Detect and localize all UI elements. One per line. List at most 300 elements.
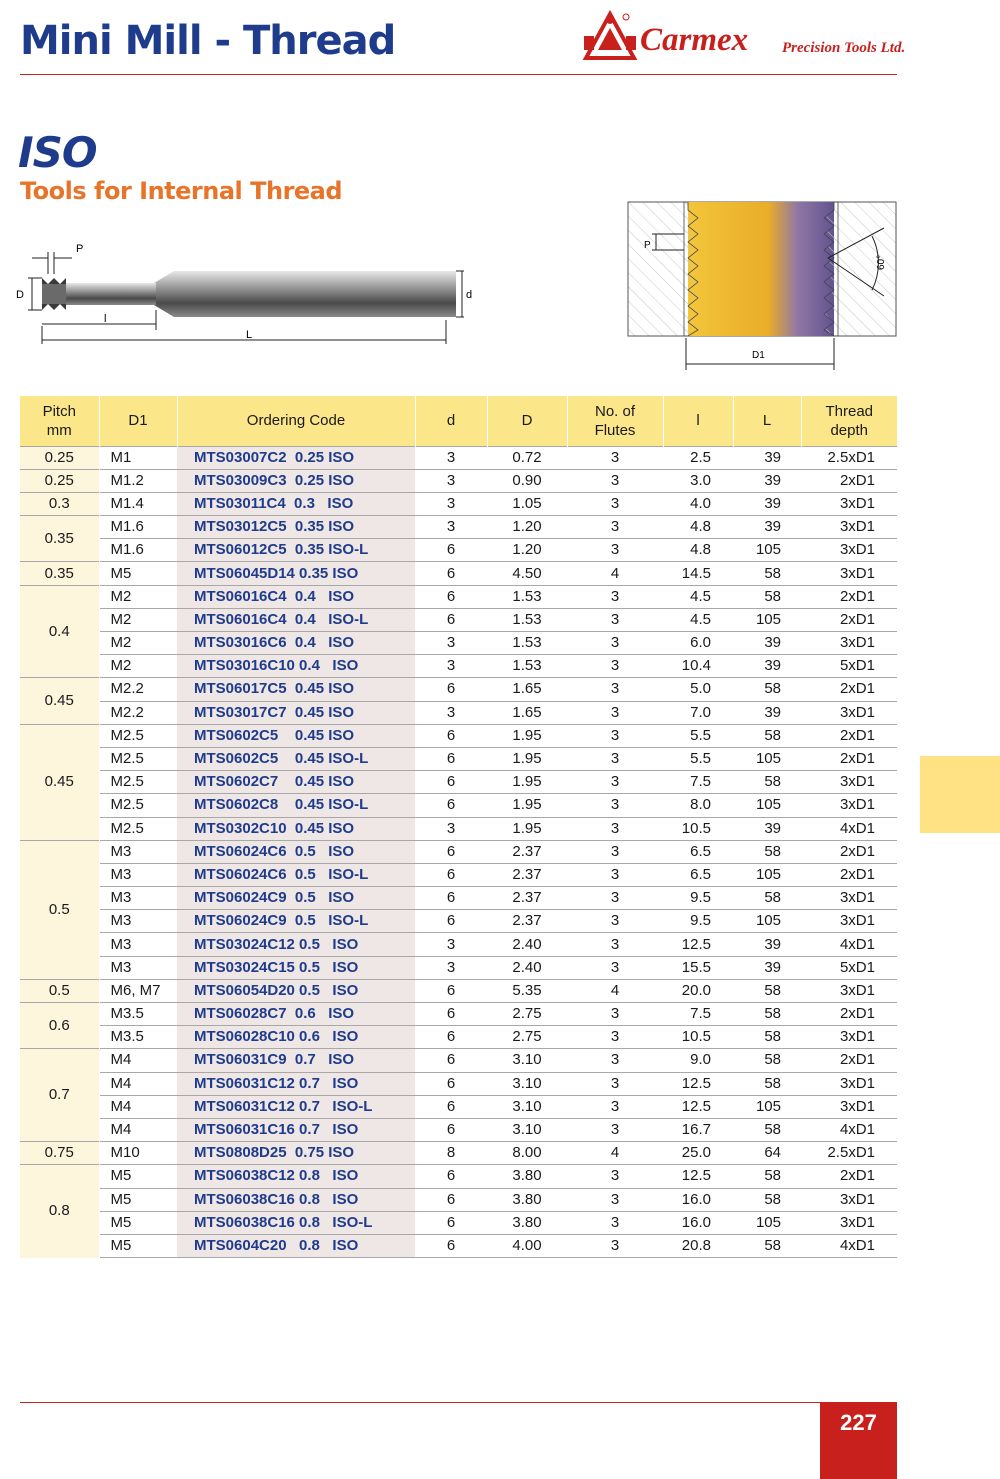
cell-cutting-d: 1.53	[487, 585, 567, 608]
cell-ordering-code: MTS06031C16 0.7 ISO	[177, 1118, 415, 1141]
table-row	[20, 887, 897, 910]
cell-ordering-code: MTS06024C9 0.5 ISO-L	[177, 910, 415, 933]
cell-length-l: 12.5	[663, 1165, 733, 1188]
cell-cutting-d: 1.20	[487, 516, 567, 539]
cell-thread-depth: 3xD1	[801, 887, 897, 910]
cell-thread-depth: 4xD1	[801, 933, 897, 956]
cell-d1: M10	[99, 1142, 177, 1165]
cell-thread-depth: 4xD1	[801, 1118, 897, 1141]
table-row	[20, 632, 897, 655]
cell-length-l: 7.5	[663, 1003, 733, 1026]
cell-ordering-code: MTS06028C10 0.6 ISO	[177, 1026, 415, 1049]
cell-thread-depth: 3xD1	[801, 979, 897, 1002]
side-tab-marker	[920, 756, 1000, 833]
cell-flutes: 3	[567, 1026, 663, 1049]
thread-dim-label-d1: D1	[752, 350, 765, 361]
cell-cutting-d: 1.95	[487, 771, 567, 794]
cell-flutes: 3	[567, 794, 663, 817]
cell-ordering-code: MTS0604C20 0.8 ISO	[177, 1234, 415, 1257]
cell-length-l: 7.5	[663, 771, 733, 794]
cell-length-l: 15.5	[663, 956, 733, 979]
cell-length-L: 58	[733, 1003, 801, 1026]
cell-cutting-d: 3.10	[487, 1095, 567, 1118]
cell-length-l: 9.5	[663, 910, 733, 933]
cell-flutes: 3	[567, 817, 663, 840]
table-row	[20, 1049, 897, 1072]
cell-d1: M2.5	[99, 817, 177, 840]
cell-length-l: 20.0	[663, 979, 733, 1002]
cell-d1: M1	[99, 446, 177, 469]
cell-thread-depth: 2xD1	[801, 863, 897, 886]
cell-shank-d: 6	[415, 1118, 487, 1141]
cell-shank-d: 3	[415, 655, 487, 678]
table-row	[20, 701, 897, 724]
cell-d1: M4	[99, 1095, 177, 1118]
cell-pitch: 0.5	[20, 979, 99, 1002]
header-d1: D1	[99, 396, 177, 446]
cell-thread-depth: 2xD1	[801, 585, 897, 608]
cell-length-L: 39	[733, 632, 801, 655]
cell-length-L: 105	[733, 1211, 801, 1234]
cell-flutes: 3	[567, 655, 663, 678]
cell-cutting-d: 1.05	[487, 492, 567, 515]
cell-flutes: 3	[567, 1211, 663, 1234]
thread-angle-label: 60°	[876, 254, 887, 270]
page-number: 227	[820, 1402, 897, 1479]
cell-thread-depth: 2.5xD1	[801, 446, 897, 469]
cell-thread-depth: 3xD1	[801, 562, 897, 585]
cell-ordering-code: MTS03024C15 0.5 ISO	[177, 956, 415, 979]
cell-length-l: 6.5	[663, 863, 733, 886]
cell-cutting-d: 2.40	[487, 933, 567, 956]
cell-shank-d: 6	[415, 1234, 487, 1257]
cell-ordering-code: MTS03016C6 0.4 ISO	[177, 632, 415, 655]
cell-d1: M2	[99, 632, 177, 655]
cell-length-L: 39	[733, 956, 801, 979]
cell-ordering-code: MTS03016C10 0.4 ISO	[177, 655, 415, 678]
cell-flutes: 3	[567, 724, 663, 747]
cell-length-L: 105	[733, 608, 801, 631]
cell-d1: M3	[99, 956, 177, 979]
cell-pitch: 0.4	[20, 585, 99, 678]
cell-flutes: 3	[567, 1072, 663, 1095]
cell-ordering-code: MTS06054D20 0.5 ISO	[177, 979, 415, 1002]
cell-shank-d: 6	[415, 747, 487, 770]
cell-thread-depth: 2xD1	[801, 840, 897, 863]
cell-pitch: 0.5	[20, 840, 99, 979]
cell-cutting-d: 2.37	[487, 863, 567, 886]
cell-d1: M2.5	[99, 747, 177, 770]
cell-ordering-code: MTS03024C12 0.5 ISO	[177, 933, 415, 956]
cell-d1: M4	[99, 1049, 177, 1072]
cell-length-L: 58	[733, 1118, 801, 1141]
cell-thread-depth: 4xD1	[801, 817, 897, 840]
carmex-logo-icon	[582, 10, 638, 66]
cell-d1: M2.5	[99, 771, 177, 794]
dim-label-d-small: d	[466, 289, 473, 301]
cell-flutes: 3	[567, 1049, 663, 1072]
cell-pitch: 0.6	[20, 1003, 99, 1049]
cell-d1: M2.2	[99, 678, 177, 701]
cell-flutes: 4	[567, 979, 663, 1002]
cell-flutes: 3	[567, 840, 663, 863]
section-subtitle: Tools for Internal Thread	[20, 177, 343, 205]
cell-shank-d: 6	[415, 771, 487, 794]
cell-d1: M3.5	[99, 1026, 177, 1049]
cell-pitch: 0.45	[20, 724, 99, 840]
table-row	[20, 678, 897, 701]
cell-flutes: 3	[567, 747, 663, 770]
dim-label-l-big: L	[246, 329, 253, 341]
cell-shank-d: 6	[415, 678, 487, 701]
cell-flutes: 3	[567, 516, 663, 539]
cell-shank-d: 3	[415, 516, 487, 539]
table-row	[20, 446, 897, 469]
cell-length-l: 5.0	[663, 678, 733, 701]
cell-length-L: 58	[733, 724, 801, 747]
cell-d1: M1.6	[99, 539, 177, 562]
table-row	[20, 794, 897, 817]
table-row	[20, 492, 897, 515]
cell-length-l: 25.0	[663, 1142, 733, 1165]
cell-d1: M4	[99, 1118, 177, 1141]
cell-ordering-code: MTS0602C5 0.45 ISO-L	[177, 747, 415, 770]
brand-subtitle: Precision Tools Ltd.	[782, 40, 906, 56]
cell-shank-d: 6	[415, 1165, 487, 1188]
cell-shank-d: 3	[415, 701, 487, 724]
cell-cutting-d: 0.72	[487, 446, 567, 469]
cell-thread-depth: 3xD1	[801, 1188, 897, 1211]
cell-d1: M2.2	[99, 701, 177, 724]
cell-cutting-d: 3.10	[487, 1072, 567, 1095]
cell-ordering-code: MTS06024C6 0.5 ISO	[177, 840, 415, 863]
cell-shank-d: 6	[415, 608, 487, 631]
cell-d1: M2	[99, 608, 177, 631]
cell-d1: M5	[99, 1188, 177, 1211]
dim-label-d-big: D	[16, 289, 24, 301]
table-row	[20, 1165, 897, 1188]
cell-shank-d: 6	[415, 863, 487, 886]
cell-length-l: 14.5	[663, 562, 733, 585]
cell-thread-depth: 3xD1	[801, 632, 897, 655]
cell-length-L: 39	[733, 655, 801, 678]
cell-thread-depth: 3xD1	[801, 1026, 897, 1049]
cell-flutes: 3	[567, 608, 663, 631]
table-row	[20, 817, 897, 840]
cell-cutting-d: 3.80	[487, 1188, 567, 1211]
cell-cutting-d: 4.50	[487, 562, 567, 585]
cell-thread-depth: 2xD1	[801, 678, 897, 701]
cell-cutting-d: 1.20	[487, 539, 567, 562]
cell-length-l: 4.8	[663, 539, 733, 562]
cell-length-l: 2.5	[663, 446, 733, 469]
cell-length-l: 4.0	[663, 492, 733, 515]
cell-shank-d: 6	[415, 1003, 487, 1026]
table-row	[20, 933, 897, 956]
cell-length-l: 10.4	[663, 655, 733, 678]
brand-name: Carmex	[640, 22, 749, 58]
cell-shank-d: 6	[415, 840, 487, 863]
cell-length-l: 3.0	[663, 469, 733, 492]
cell-length-l: 9.5	[663, 887, 733, 910]
header-pitch: Pitch mm	[20, 396, 99, 446]
cell-length-L: 58	[733, 979, 801, 1002]
table-row	[20, 1118, 897, 1141]
cell-cutting-d: 2.75	[487, 1003, 567, 1026]
cell-flutes: 3	[567, 701, 663, 724]
cell-ordering-code: MTS03009C3 0.25 ISO	[177, 469, 415, 492]
cell-ordering-code: MTS06028C7 0.6 ISO	[177, 1003, 415, 1026]
cell-cutting-d: 1.95	[487, 794, 567, 817]
cell-length-L: 58	[733, 678, 801, 701]
cell-shank-d: 6	[415, 979, 487, 1002]
cell-length-l: 7.0	[663, 701, 733, 724]
cell-length-l: 10.5	[663, 817, 733, 840]
table-row	[20, 539, 897, 562]
cell-length-l: 6.5	[663, 840, 733, 863]
table-row	[20, 956, 897, 979]
cell-d1: M5	[99, 1234, 177, 1257]
cell-thread-depth: 3xD1	[801, 492, 897, 515]
cell-pitch: 0.3	[20, 492, 99, 515]
table-row	[20, 724, 897, 747]
cell-thread-depth: 2xD1	[801, 1165, 897, 1188]
cell-thread-depth: 2xD1	[801, 747, 897, 770]
cell-shank-d: 6	[415, 1026, 487, 1049]
cell-ordering-code: MTS06024C6 0.5 ISO-L	[177, 863, 415, 886]
cell-length-l: 16.7	[663, 1118, 733, 1141]
cell-cutting-d: 3.80	[487, 1211, 567, 1234]
cell-length-L: 105	[733, 539, 801, 562]
cell-pitch: 0.25	[20, 469, 99, 492]
cell-ordering-code: MTS03011C4 0.3 ISO	[177, 492, 415, 515]
table-body	[20, 446, 897, 1258]
cell-length-l: 4.5	[663, 585, 733, 608]
cell-d1: M1.4	[99, 492, 177, 515]
cell-pitch: 0.35	[20, 516, 99, 562]
cell-length-L: 58	[733, 840, 801, 863]
cell-shank-d: 6	[415, 887, 487, 910]
cell-thread-depth: 2xD1	[801, 1003, 897, 1026]
cell-length-L: 105	[733, 1095, 801, 1118]
cell-thread-depth: 3xD1	[801, 910, 897, 933]
cell-flutes: 3	[567, 678, 663, 701]
cell-length-l: 5.5	[663, 747, 733, 770]
page-title: Mini Mill - Thread	[20, 18, 396, 64]
cell-length-L: 58	[733, 1072, 801, 1095]
cell-cutting-d: 1.95	[487, 817, 567, 840]
cell-shank-d: 3	[415, 956, 487, 979]
table-row	[20, 562, 897, 585]
cell-thread-depth: 3xD1	[801, 516, 897, 539]
thread-dim-label-p: P	[644, 240, 651, 251]
cell-thread-depth: 3xD1	[801, 794, 897, 817]
cell-length-l: 4.5	[663, 608, 733, 631]
cell-flutes: 3	[567, 1234, 663, 1257]
cell-flutes: 3	[567, 1118, 663, 1141]
cell-d1: M6, M7	[99, 979, 177, 1002]
cell-cutting-d: 1.53	[487, 655, 567, 678]
cell-cutting-d: 2.37	[487, 910, 567, 933]
cell-ordering-code: MTS06017C5 0.45 ISO	[177, 678, 415, 701]
thread-mill-tool-drawing	[14, 238, 473, 358]
header-length-l: l	[663, 396, 733, 446]
cell-ordering-code: MTS03012C5 0.35 ISO	[177, 516, 415, 539]
internal-thread-diagram	[622, 196, 902, 374]
cell-length-L: 105	[733, 794, 801, 817]
table-header-row	[20, 396, 897, 446]
cell-cutting-d: 3.80	[487, 1165, 567, 1188]
cell-length-L: 39	[733, 446, 801, 469]
cell-d1: M5	[99, 1211, 177, 1234]
cell-flutes: 3	[567, 492, 663, 515]
cell-d1: M3	[99, 840, 177, 863]
cell-shank-d: 6	[415, 1211, 487, 1234]
header-shank-d: d	[415, 396, 487, 446]
table-row	[20, 1142, 897, 1165]
cell-thread-depth: 3xD1	[801, 1211, 897, 1234]
cell-flutes: 3	[567, 1165, 663, 1188]
cell-ordering-code: MTS0302C10 0.45 ISO	[177, 817, 415, 840]
cell-d1: M3	[99, 910, 177, 933]
cell-shank-d: 3	[415, 632, 487, 655]
cell-pitch: 0.25	[20, 446, 99, 469]
cell-cutting-d: 1.95	[487, 724, 567, 747]
table-row	[20, 1211, 897, 1234]
cell-cutting-d: 2.37	[487, 840, 567, 863]
footer-divider	[20, 1402, 820, 1403]
cell-ordering-code: MTS03007C2 0.25 ISO	[177, 446, 415, 469]
cell-d1: M1.2	[99, 469, 177, 492]
cell-length-l: 5.5	[663, 724, 733, 747]
cell-shank-d: 6	[415, 724, 487, 747]
section-title: ISO	[18, 128, 97, 177]
cell-length-L: 58	[733, 1026, 801, 1049]
table-row	[20, 516, 897, 539]
cell-cutting-d: 0.90	[487, 469, 567, 492]
cell-shank-d: 3	[415, 469, 487, 492]
cell-thread-depth: 2xD1	[801, 469, 897, 492]
cell-ordering-code: MTS06038C16 0.8 ISO	[177, 1188, 415, 1211]
cell-length-l: 9.0	[663, 1049, 733, 1072]
cell-thread-depth: 2.5xD1	[801, 1142, 897, 1165]
cell-ordering-code: MTS06038C12 0.8 ISO	[177, 1165, 415, 1188]
cell-length-l: 12.5	[663, 1095, 733, 1118]
cell-flutes: 3	[567, 910, 663, 933]
cell-length-L: 58	[733, 1049, 801, 1072]
cell-length-L: 58	[733, 1234, 801, 1257]
cell-pitch: 0.8	[20, 1165, 99, 1258]
cell-cutting-d: 1.95	[487, 747, 567, 770]
cell-length-L: 105	[733, 747, 801, 770]
cell-length-L: 39	[733, 516, 801, 539]
cell-d1: M2.5	[99, 794, 177, 817]
cell-cutting-d: 4.00	[487, 1234, 567, 1257]
brand-logo	[582, 8, 912, 68]
cell-length-l: 6.0	[663, 632, 733, 655]
cell-cutting-d: 2.37	[487, 887, 567, 910]
cell-flutes: 3	[567, 956, 663, 979]
cell-pitch: 0.7	[20, 1049, 99, 1142]
table-row	[20, 1026, 897, 1049]
cell-cutting-d: 3.10	[487, 1118, 567, 1141]
table-row	[20, 608, 897, 631]
cell-flutes: 4	[567, 1142, 663, 1165]
cell-pitch: 0.45	[20, 678, 99, 724]
cell-d1: M4	[99, 1072, 177, 1095]
cell-cutting-d: 8.00	[487, 1142, 567, 1165]
cell-flutes: 3	[567, 887, 663, 910]
cell-length-l: 10.5	[663, 1026, 733, 1049]
cell-length-L: 58	[733, 887, 801, 910]
cell-d1: M3	[99, 863, 177, 886]
cell-length-L: 39	[733, 492, 801, 515]
cell-cutting-d: 2.75	[487, 1026, 567, 1049]
cell-flutes: 3	[567, 1095, 663, 1118]
cell-d1: M2.5	[99, 724, 177, 747]
cell-d1: M2	[99, 655, 177, 678]
cell-flutes: 3	[567, 539, 663, 562]
cell-thread-depth: 3xD1	[801, 771, 897, 794]
cell-flutes: 3	[567, 585, 663, 608]
cell-d1: M3	[99, 887, 177, 910]
cell-cutting-d: 1.65	[487, 678, 567, 701]
cell-shank-d: 6	[415, 1072, 487, 1095]
cell-shank-d: 3	[415, 933, 487, 956]
cell-shank-d: 6	[415, 1049, 487, 1072]
cell-shank-d: 3	[415, 446, 487, 469]
cell-shank-d: 3	[415, 817, 487, 840]
cell-length-l: 4.8	[663, 516, 733, 539]
cell-thread-depth: 3xD1	[801, 1095, 897, 1118]
cell-cutting-d: 1.53	[487, 632, 567, 655]
cell-ordering-code: MTS0602C7 0.45 ISO	[177, 771, 415, 794]
cell-cutting-d: 1.65	[487, 701, 567, 724]
cell-d1: M3	[99, 933, 177, 956]
cell-d1: M5	[99, 1165, 177, 1188]
header-thread-depth: Thread depth	[801, 396, 897, 446]
table-row	[20, 910, 897, 933]
cell-d1: M3.5	[99, 1003, 177, 1026]
cell-cutting-d: 3.10	[487, 1049, 567, 1072]
cell-length-l: 8.0	[663, 794, 733, 817]
cell-shank-d: 3	[415, 492, 487, 515]
cell-shank-d: 8	[415, 1142, 487, 1165]
cell-length-L: 58	[733, 585, 801, 608]
cell-cutting-d: 5.35	[487, 979, 567, 1002]
cell-length-L: 58	[733, 771, 801, 794]
cell-ordering-code: MTS06031C12 0.7 ISO	[177, 1072, 415, 1095]
cell-cutting-d: 1.53	[487, 608, 567, 631]
header-ordering-code: Ordering Code	[177, 396, 415, 446]
cell-length-L: 58	[733, 1188, 801, 1211]
cell-flutes: 3	[567, 469, 663, 492]
dim-label-l-small: l	[104, 313, 107, 325]
table-row	[20, 655, 897, 678]
cell-shank-d: 6	[415, 1188, 487, 1211]
table-row	[20, 469, 897, 492]
header-cutting-d: D	[487, 396, 567, 446]
table-row	[20, 1072, 897, 1095]
cell-ordering-code: MTS06038C16 0.8 ISO-L	[177, 1211, 415, 1234]
cell-flutes: 4	[567, 562, 663, 585]
cell-length-l: 16.0	[663, 1188, 733, 1211]
cell-shank-d: 6	[415, 539, 487, 562]
table-row	[20, 1095, 897, 1118]
table-row	[20, 747, 897, 770]
table-row	[20, 863, 897, 886]
cell-flutes: 3	[567, 863, 663, 886]
